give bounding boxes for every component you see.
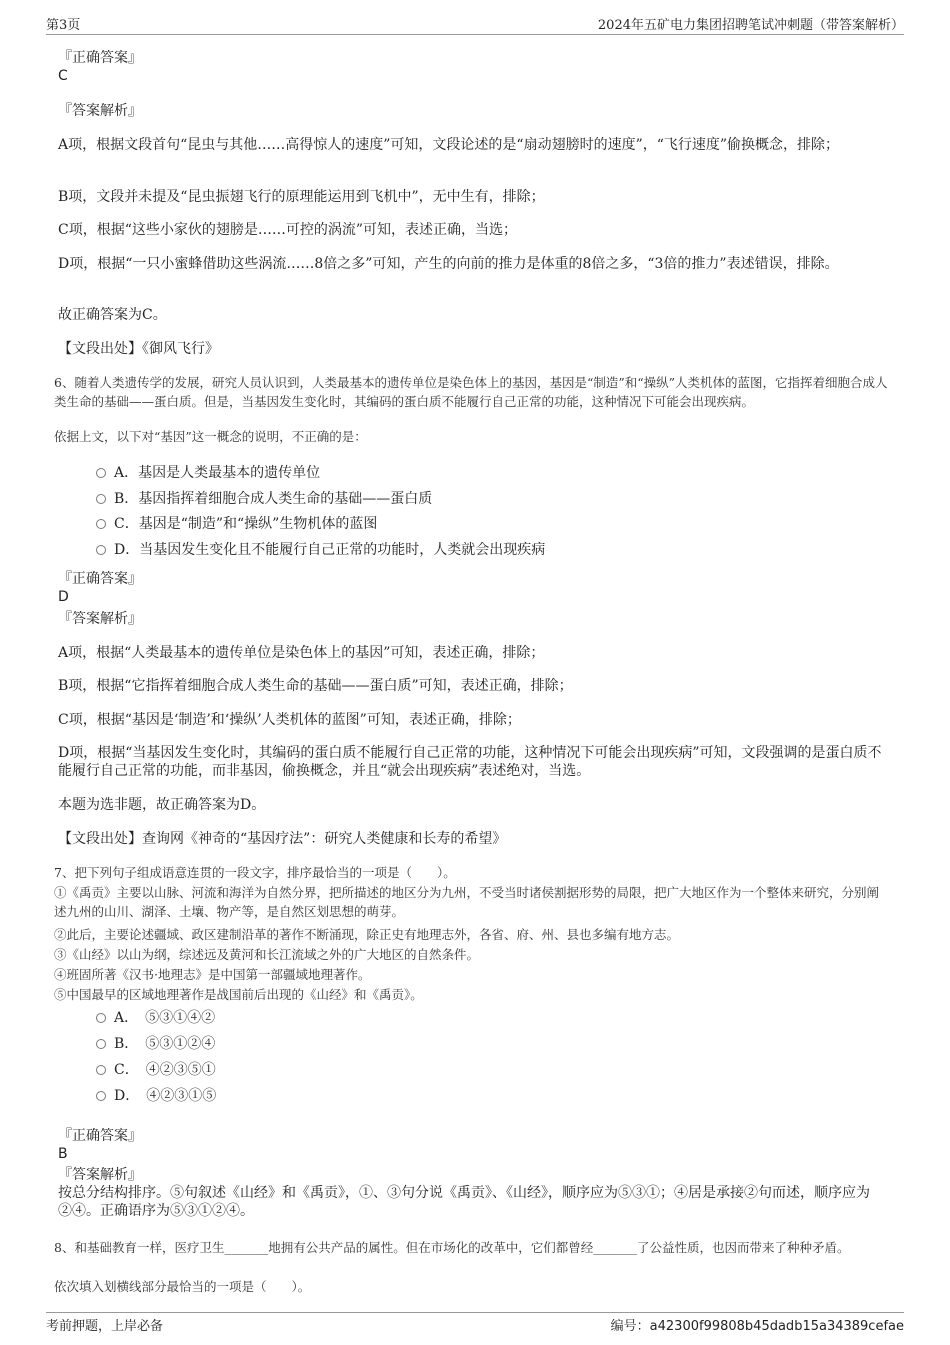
q5-conclusion: 故正确答案为C。 xyxy=(58,307,167,323)
q7-answer-label: 『正确答案』 xyxy=(58,1128,142,1144)
q6-answer-label: 『正确答案』 xyxy=(58,571,142,587)
q7-option-d[interactable]: D． ④②③①⑤ xyxy=(96,1087,216,1105)
radio-icon[interactable] xyxy=(96,1065,106,1075)
document-code xyxy=(611,1315,904,1334)
q5-source xyxy=(58,340,892,358)
q7-answer: B xyxy=(58,1146,68,1162)
radio-icon[interactable] xyxy=(96,1091,106,1101)
q7-sentence-3: ③《山经》以山为纲，综述远及黄河和长江流域之外的广大地区的自然条件。 xyxy=(54,947,480,962)
radio-icon[interactable] xyxy=(96,545,106,555)
page-footer xyxy=(46,1312,904,1334)
q6-question: 依据上文，以下对“基因”这一概念的说明，不正确的是： xyxy=(54,429,367,444)
q5-source-label: 【文段出处】 xyxy=(58,341,142,357)
q7-analysis: 按总分结构排序。⑤句叙述《山经》和《禹贡》，①、③句分说《禹贡》、《山经》，顺序应为⑤③①；④居是承接②句而述，顺序应为②④。正确语序为⑤③①②④。 xyxy=(58,1185,870,1219)
q7-option-a[interactable]: A． ⑤③①④② xyxy=(96,1009,215,1027)
q6-source xyxy=(58,830,892,848)
radio-icon[interactable] xyxy=(96,468,106,478)
radio-icon[interactable] xyxy=(96,1039,106,1049)
document-title: 2024年五矿电力集团招聘笔试冲刺题（带答案解析） xyxy=(597,18,904,33)
q5-analysis-c: C项，根据“这些小家伙的翅膀是……可控的涡流”可知，表述正确，当选； xyxy=(58,222,518,238)
q7-option-c[interactable]: C． ④②③⑤① xyxy=(96,1061,216,1079)
q7-sentence-5: ⑤中国最早的区域地理著作是战国前后出现的《山经》和《禹贡》。 xyxy=(54,987,423,1002)
q5-analysis-d: D项，根据“一只小蜜蜂借助这些涡流……8倍之多”可知，产生的向前的推力是体重的8倍之多，“3倍的推力”表述错误，排除。 xyxy=(58,256,839,272)
q5-analysis-label: 『答案解析』 xyxy=(58,103,142,119)
radio-icon[interactable] xyxy=(96,519,106,529)
q7-stem: 7、把下列句子组成语意连贯的一段文字，排序最恰当的一项是（ ）。 xyxy=(54,865,456,880)
q6-analysis-label: 『答案解析』 xyxy=(58,611,142,627)
q6-option-a[interactable]: A．基因是人类最基本的遗传单位 xyxy=(96,464,320,482)
document-code-label: 编号： xyxy=(610,1319,650,1334)
q7-sentence-2: ②此后，主要论述疆域、政区建制沿革的著作不断涌现，除正史有地理志外，各省、府、州、县也多编有地方志。 xyxy=(54,927,680,942)
q5-analysis-b: B项，文段并未提及“昆虫振翅飞行的原理能运用到飞机中”，无中生有，排除； xyxy=(58,189,545,205)
q6-analysis-d: D项，根据“当基因发生变化时，其编码的蛋白质不能履行自己正常的功能，这种情况下可能会出现疾病”可知，文段强调的是蛋白质不能履行自己正常的功能，而非基因，偷换概念，并且“就会出现疾病”表述绝对，当选。 xyxy=(58,745,882,779)
q7-analysis-label: 『答案解析』 xyxy=(58,1167,142,1183)
q7-option-b[interactable]: B． ⑤③①②④ xyxy=(96,1035,215,1053)
q8-question: 依次填入划横线部分最恰当的一项是（ ）。 xyxy=(54,1279,311,1294)
q6-analysis-a: A项，根据“人类最基本的遗传单位是染色体上的基因”可知，表述正确，排除； xyxy=(58,645,545,661)
q6-source-text: 查询网《神奇的“基因疗法”：研究人类健康和长寿的希望》 xyxy=(142,831,507,847)
q6-source-label: 【文段出处】 xyxy=(58,831,142,847)
q5-analysis-a: A项，根据文段首句“昆虫与其他……高得惊人的速度”可知，文段论述的是“扇动翅膀时的速度”，“飞行速度”偷换概念，排除； xyxy=(58,137,840,153)
q7-sentence-1: ①《禹贡》主要以山脉、河流和海洋为自然分界，把所描述的地区分为九州，不受当时诸侯割据形势的局限，把广大地区作为一个整体来研究，分别阐述九州的山川、湖泽、土壤、物产等，是自然区划思想的萌芽。 xyxy=(54,885,880,919)
q6-analysis-b: B项，根据“它指挥着细胞合成人类生命的基础——蛋白质”可知，表述正确，排除； xyxy=(58,678,573,694)
page-number: 第3页 xyxy=(46,18,81,33)
q6-option-b[interactable]: B．基因指挥着细胞合成人类生命的基础——蛋白质 xyxy=(96,490,432,508)
q5-source-text: 《御风飞行》 xyxy=(142,341,219,357)
q6-analysis-c: C项，根据“基因是‘制造’和‘操纵’人类机体的蓝图”可知，表述正确，排除； xyxy=(58,712,521,728)
q6-option-d[interactable]: D．当基因发生变化且不能履行自己正常的功能时，人类就会出现疾病 xyxy=(96,541,545,559)
q5-answer: C xyxy=(58,68,68,84)
radio-icon[interactable] xyxy=(96,1013,106,1023)
document-code-value: a42300f99808b45dadb15a34389cefae xyxy=(649,1319,904,1334)
q5-answer-label: 『正确答案』 xyxy=(58,50,142,66)
q6-answer: D xyxy=(58,589,69,605)
q7-sentence-4: ④班固所著《汉书·地理志》是中国第一部疆域地理著作。 xyxy=(54,967,371,982)
q6-conclusion: 本题为选非题，故正确答案为D。 xyxy=(58,797,266,813)
q6-option-c[interactable]: C．基因是“制造”和“操纵”生物机体的蓝图 xyxy=(96,515,377,533)
radio-icon[interactable] xyxy=(96,494,106,504)
q6-stem: 6、随着人类遗传学的发展，研究人员认识到，人类最基本的遗传单位是染色体上的基因，基因是“制造”和“操纵”人类机体的蓝图，它指挥着细胞合成人类生命的基础——蛋白质。但是，当基因发生变化时，其编码的蛋白质不能履行自己正常的功能，这种情况下可能会出现疾病。 xyxy=(54,375,888,409)
q8-stem: 8、和基础教育一样，医疗卫生_______地拥有公共产品的属性。但在市场化的改革中，它们都曾经_______了公益性质，也因而带来了种种矛盾。 xyxy=(54,1240,850,1255)
page-header xyxy=(46,14,904,35)
footer-slogan: 考前押题，上岸必备 xyxy=(46,1319,164,1334)
